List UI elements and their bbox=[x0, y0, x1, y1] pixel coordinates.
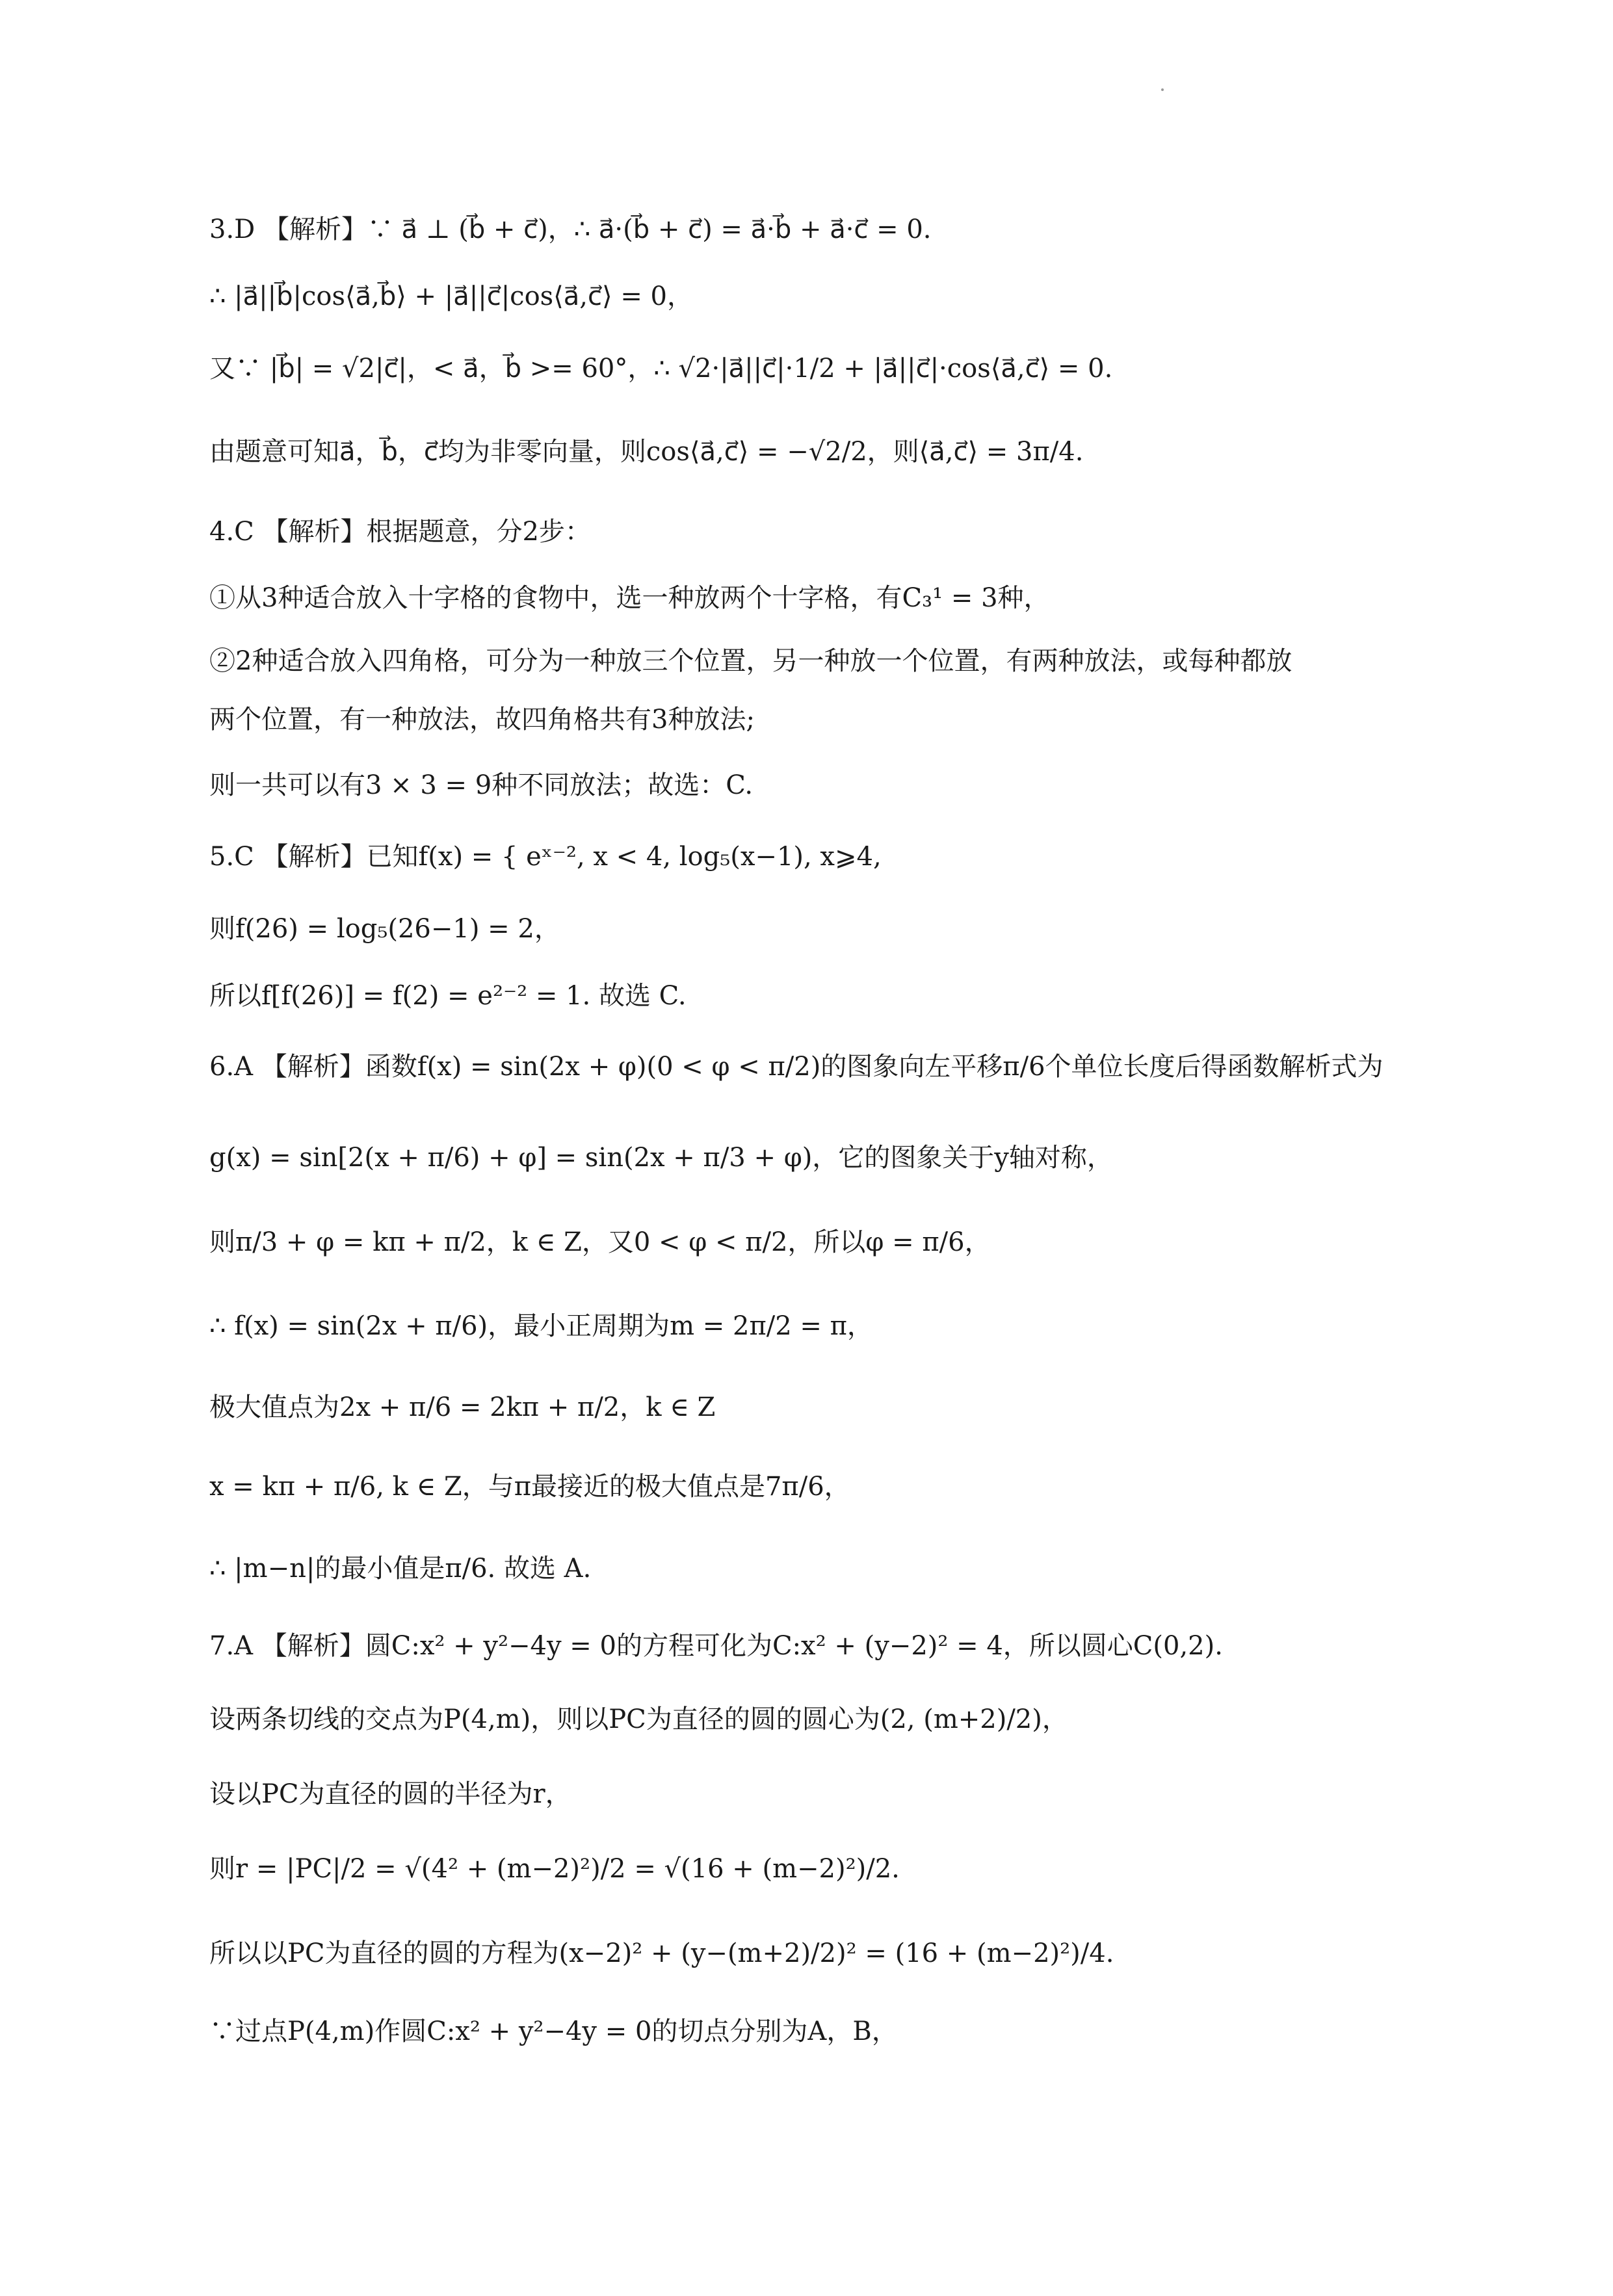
text-line: ∴ |m−n|的最小值是π/6. 故选 A. bbox=[209, 1554, 592, 1584]
text-line: 4.C 【解析】根据题意，分2步： bbox=[209, 517, 591, 547]
text-line: 所以以PC为直径的圆的方程为(x−2)² + (y−(m+2)/2)² = (16 + (m−2)²)/4. bbox=[209, 1938, 1114, 1968]
text-line: 6.A 【解析】函数f(x) = sin(2x + φ)(0 < φ < π/2)的图象向左平移π/6个单位长度后得函数解析式为 bbox=[209, 1052, 1384, 1082]
text-line: 则r = |PC|/2 = √(4² + (m−2)²)/2 = √(16 + (m−2)²)/2. bbox=[209, 1854, 900, 1884]
text-line: ∴ |a⃗||b⃗|cos⟨a⃗,b⃗⟩ + |a⃗||c⃗|cos⟨a⃗,c⃗⟩ = 0， bbox=[209, 281, 694, 311]
text-line: 由题意可知a⃗，b⃗，c⃗均为非零向量，则cos⟨a⃗,c⃗⟩ = −√2/2，则⟨a⃗,c⃗⟩ = 3π/4. bbox=[209, 437, 1084, 467]
text-line: 5.C 【解析】已知f(x) = { eˣ⁻², x < 4, log₅(x−1), x⩾4, bbox=[209, 842, 882, 872]
text-line: ∴ f(x) = sin(2x + π/6)，最小正周期为m = 2π/2 = π， bbox=[209, 1311, 873, 1341]
text-line: 7.A 【解析】圆C:x² + y²−4y = 0的方程可化为C:x² + (y−2)² = 4，所以圆心C(0,2). bbox=[209, 1631, 1223, 1661]
text-line: 3.D 【解析】∵ a⃗ ⊥ (b⃗ + c⃗)，∴ a⃗·(b⃗ + c⃗) = a⃗·b⃗ + a⃗·c⃗ = 0. bbox=[209, 215, 932, 244]
text-line: 所以f[f(26)] = f(2) = e²⁻² = 1. 故选 C. bbox=[209, 981, 687, 1011]
text-line: 设以PC为直径的圆的半径为r， bbox=[209, 1779, 571, 1809]
text-line: ①从3种适合放入十字格的食物中，选一种放两个十字格，有C₃¹ = 3种， bbox=[209, 583, 1050, 613]
text-line: g(x) = sin[2(x + π/6) + φ] = sin(2x + π/3 + φ)，它的图象关于y轴对称， bbox=[209, 1143, 1113, 1173]
text-line: 设两条切线的交点为P(4,m)，则以PC为直径的圆的圆心为(2, (m+2)/2)， bbox=[209, 1704, 1068, 1734]
text-line: 极大值点为2x + π/6 = 2kπ + π/2，k ∈ Z bbox=[209, 1392, 716, 1422]
text-line: 则一共可以有3 × 3 = 9种不同放法；故选：C. bbox=[209, 770, 754, 800]
scan-dot-mark bbox=[1161, 88, 1164, 91]
text-line: 则f(26) = log₅(26−1) = 2， bbox=[209, 914, 560, 944]
text-line: 又∵ |b⃗| = √2|c⃗|，< a⃗，b⃗ >= 60°，∴ √2·|a⃗||c⃗|·1/2 + |a⃗||c⃗|·cos⟨a⃗,c⃗⟩ = 0. bbox=[209, 354, 1113, 384]
text-line: ∵过点P(4,m)作圆C:x² + y²−4y = 0的切点分别为A，B， bbox=[209, 2016, 898, 2046]
text-line: 两个位置，有一种放法，故四角格共有3种放法; bbox=[209, 705, 755, 735]
text-line: ②2种适合放入四角格，可分为一种放三个位置，另一种放一个位置，有两种放法，或每种都放 bbox=[209, 646, 1292, 676]
text-line: x = kπ + π/6, k ∈ Z，与π最接近的极大值点是7π/6， bbox=[209, 1472, 850, 1502]
text-line: 则π/3 + φ = kπ + π/2，k ∈ Z，又0 < φ < π/2，所以φ = π/6， bbox=[209, 1227, 991, 1257]
